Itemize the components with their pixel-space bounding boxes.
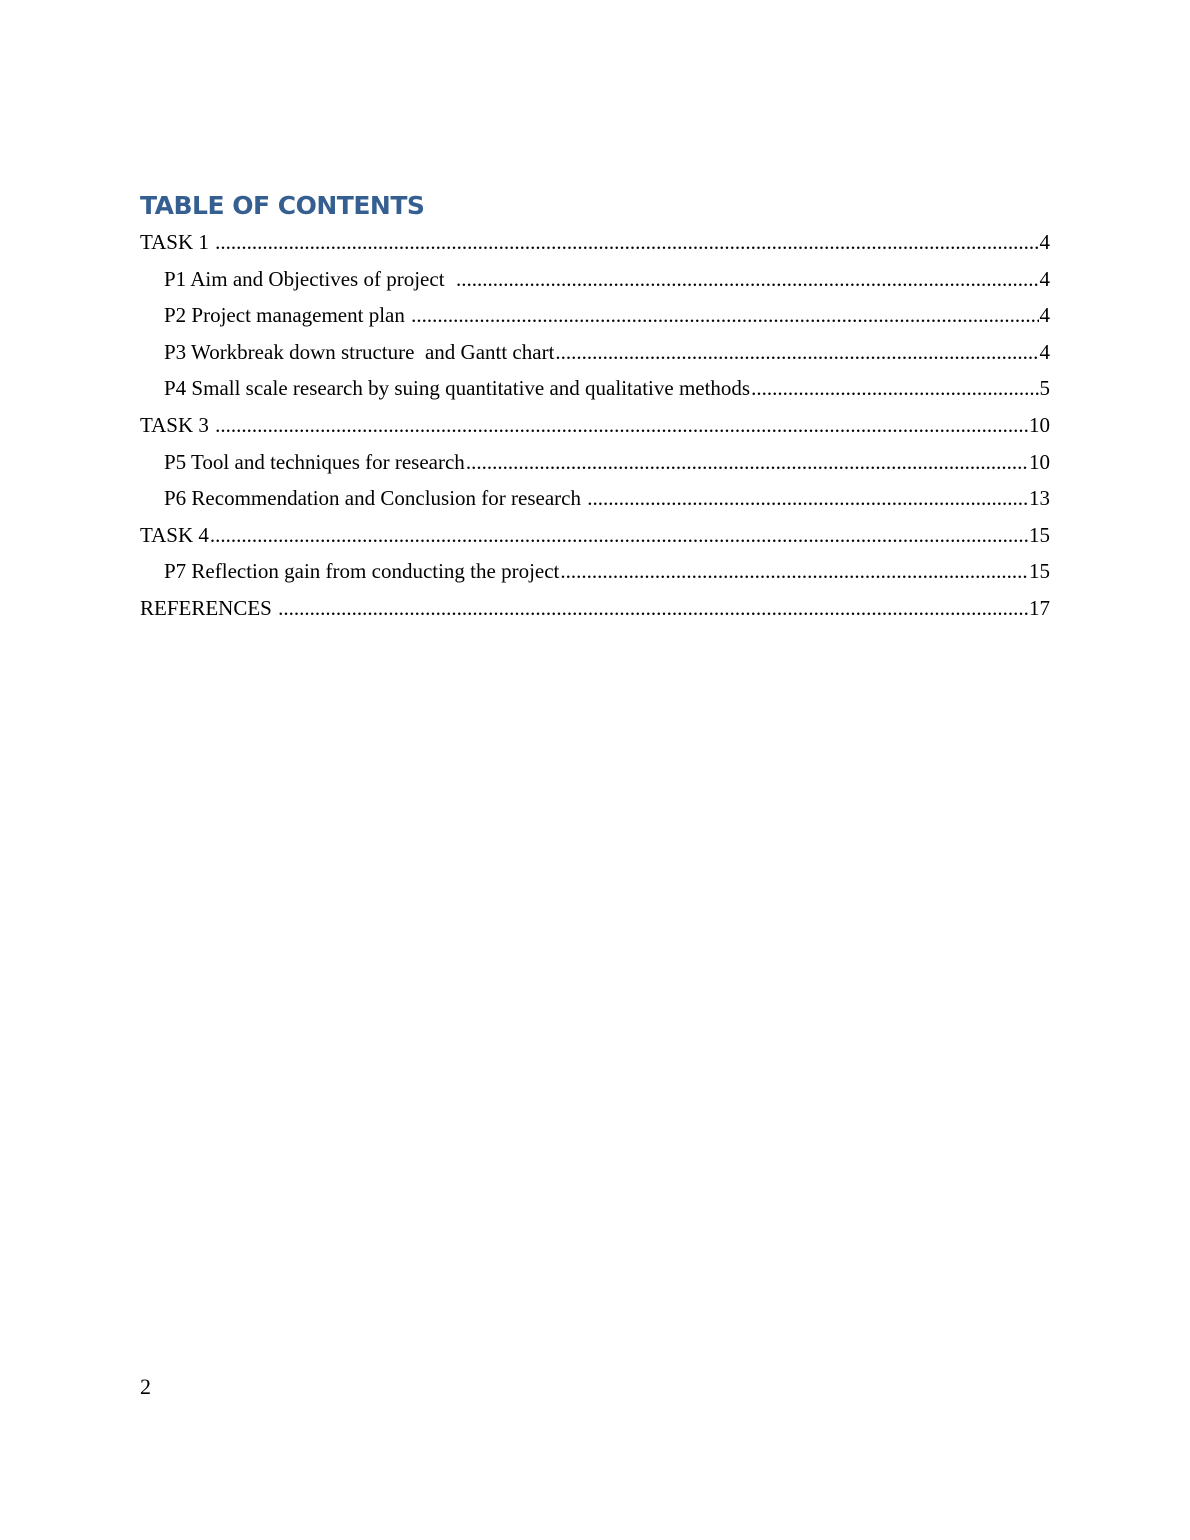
- toc-entry-p7[interactable]: [140, 553, 1050, 590]
- toc-dot-leader: [215, 407, 1028, 444]
- toc-entry-label: P7 Reflection gain from conducting the project: [164, 559, 560, 584]
- toc-dot-leader: [587, 480, 1028, 517]
- toc-title: TABLE OF CONTENTS: [140, 191, 425, 220]
- toc-entry-page: 4: [1039, 339, 1050, 364]
- toc-entry-label: REFERENCES: [140, 595, 278, 620]
- toc-entry-label: P3 Workbreak down structure and Gantt chart: [164, 339, 555, 364]
- toc-dot-leader: [751, 370, 1038, 407]
- toc-entry-page: 10: [1029, 412, 1050, 437]
- toc-dot-leader: [456, 261, 1038, 298]
- toc-entry-label: P1 Aim and Objectives of project: [164, 266, 456, 291]
- toc-entry-page: 4: [1039, 303, 1050, 328]
- toc-entry-page: 15: [1029, 559, 1050, 584]
- toc-dot-leader: [278, 590, 1028, 627]
- toc-entry-p1[interactable]: [140, 261, 1050, 298]
- toc-entry-page: 4: [1039, 230, 1050, 254]
- toc-entry-page: 17: [1029, 595, 1050, 620]
- toc-entry-page: 5: [1039, 376, 1050, 401]
- toc-entry-label: P5 Tool and techniques for research: [164, 449, 465, 474]
- toc-entry-p6[interactable]: [140, 480, 1050, 517]
- toc-dot-leader: [210, 517, 1028, 554]
- toc-entry-label: P4 Small scale research by suing quantitative and qualitative methods: [164, 376, 751, 401]
- toc-list: [140, 224, 1050, 627]
- toc-entry-label: TASK 1: [140, 230, 215, 254]
- toc-dot-leader: [466, 444, 1028, 481]
- toc-entry-task-1[interactable]: [140, 224, 1050, 261]
- toc-entry-page: 13: [1029, 486, 1050, 511]
- toc-entry-p4[interactable]: [140, 370, 1050, 407]
- toc-dot-leader: [215, 224, 1038, 261]
- toc-dot-leader: [560, 553, 1028, 590]
- toc-entry-label: TASK 3: [140, 412, 215, 437]
- toc-entry-p3[interactable]: [140, 334, 1050, 371]
- toc-entry-label: TASK 4: [140, 522, 209, 547]
- toc-entry-task-4[interactable]: [140, 517, 1050, 554]
- toc-entry-page: 15: [1029, 522, 1050, 547]
- toc-dot-leader: [411, 297, 1038, 334]
- toc-entry-p2[interactable]: [140, 297, 1050, 334]
- page-number: 2: [140, 1374, 151, 1399]
- toc-entry-label: P2 Project management plan: [164, 303, 411, 328]
- toc-entry-page: 4: [1039, 266, 1050, 291]
- toc-entry-references[interactable]: [140, 590, 1050, 627]
- toc-dot-leader: [555, 334, 1038, 371]
- toc-entry-label: P6 Recommendation and Conclusion for research: [164, 486, 587, 511]
- toc-entry-task-3[interactable]: [140, 407, 1050, 444]
- toc-entry-page: 10: [1029, 449, 1050, 474]
- toc-entry-p5[interactable]: [140, 444, 1050, 481]
